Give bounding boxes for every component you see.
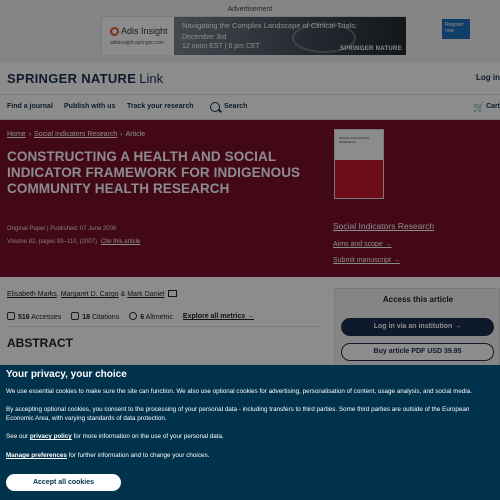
nav-search[interactable]: Search bbox=[224, 103, 248, 110]
explore-metrics-link[interactable]: Explore all metrics → bbox=[182, 313, 255, 320]
login-link[interactable]: Log in bbox=[476, 73, 500, 82]
ad-brand: SPRINGER NATURE bbox=[339, 46, 402, 52]
ad-headline: Navigating the Complex Landscape of Clinical Trials: bbox=[182, 21, 358, 30]
author-link[interactable]: Mark Daniel bbox=[127, 291, 165, 298]
ad-logo-sub: adisinsight.springer.com bbox=[110, 40, 164, 46]
breadcrumb-home[interactable]: Home bbox=[7, 131, 26, 138]
ad-label: Advertisement bbox=[227, 6, 273, 13]
privacy-policy-link[interactable]: privacy policy bbox=[29, 433, 72, 440]
cite-link[interactable]: Cite this article bbox=[100, 239, 141, 245]
cart-icon[interactable]: 🛒 bbox=[473, 102, 485, 112]
cookie-text-3-post: for more information on the use of your personal data. bbox=[71, 433, 224, 440]
access-title: Access this article bbox=[382, 295, 454, 304]
article-title: CONSTRUCTING A HEALTH AND SOCIAL INDICATOR FRAMEWORK FOR INDIGENOUS COMMUNITY HEALTH RESEARCH bbox=[7, 149, 301, 197]
article-type-published: Original Paper | Published: 07 June 2006 bbox=[7, 226, 117, 232]
ad-register-button[interactable]: Register now bbox=[442, 19, 470, 39]
article-volume: Volume 82, pages 93–110, (2007) bbox=[7, 239, 97, 245]
nav-find-journal[interactable]: Find a journal bbox=[7, 103, 53, 110]
altmetric-value: 6 bbox=[140, 314, 145, 321]
ad-time: 12 noon EST | 6 pm CET bbox=[182, 43, 260, 50]
nav-track-research[interactable]: Track your research bbox=[127, 103, 194, 110]
cookie-title: Your privacy, your choice bbox=[6, 369, 127, 380]
author-separator: , bbox=[56, 291, 61, 298]
accesses-label: Accesses bbox=[31, 314, 62, 321]
author-separator: & bbox=[118, 291, 128, 298]
citations-label: Citations bbox=[91, 314, 120, 321]
citations-value: 18 bbox=[82, 314, 91, 321]
nav-cart[interactable]: Cart bbox=[486, 103, 500, 110]
accesses-value: 516 bbox=[18, 314, 30, 321]
cookie-text-1: We use essential cookies to make sure the site can function. We also use optional cookies for advertising, personalisation of content, usage analysis, and social media. bbox=[6, 388, 472, 395]
altmetric-label: Altmetric bbox=[145, 314, 173, 321]
breadcrumb-separator: › bbox=[120, 131, 123, 138]
logo-product: Link bbox=[139, 71, 164, 86]
aims-scope-link[interactable]: Aims and scope → bbox=[333, 241, 392, 248]
nav-publish[interactable]: Publish with us bbox=[64, 103, 116, 110]
cookie-text-3 bbox=[6, 433, 496, 442]
author-link[interactable]: Elisabeth Marks bbox=[7, 291, 57, 298]
cover-text: SOCIAL INDICATORS RESEARCH bbox=[339, 136, 369, 144]
author-link[interactable]: Margaret D. Cargo bbox=[60, 291, 119, 298]
cookie-text-2: By accepting optional cookies, you consent to the processing of your personal data - including transfers to third parties. Some third parties are outside of the European Economic Area, with varying standards of data protection. bbox=[6, 406, 470, 422]
ad-logo-name: Adis Insight bbox=[121, 26, 168, 36]
manage-preferences-link[interactable]: Manage preferences bbox=[6, 452, 67, 459]
breadcrumb-current: Article bbox=[125, 131, 146, 138]
login-institution-button[interactable]: Log in via an institution → bbox=[341, 318, 494, 336]
buy-pdf-button[interactable]: Buy article PDF USD 39.95 bbox=[341, 343, 494, 361]
journal-name-link[interactable]: Social Indicators Research bbox=[333, 221, 435, 231]
submit-manuscript-link[interactable]: Submit manuscript → bbox=[333, 257, 400, 264]
abstract-heading: ABSTRACT bbox=[7, 336, 73, 350]
cookie-text-3-pre: See our bbox=[6, 433, 30, 440]
cookie-banner bbox=[0, 365, 500, 500]
breadcrumb-separator: › bbox=[28, 131, 32, 138]
ad-date: December 3rd bbox=[182, 34, 227, 41]
cookie-text-4-post: for further information and to change your choices. bbox=[66, 452, 210, 459]
logo-brand: SPRINGER NATURE bbox=[7, 71, 137, 86]
breadcrumb-journal[interactable]: Social Indicators Research bbox=[34, 131, 118, 138]
cookie-text-4 bbox=[6, 452, 496, 461]
accept-cookies-button[interactable]: Accept all cookies bbox=[6, 474, 121, 491]
